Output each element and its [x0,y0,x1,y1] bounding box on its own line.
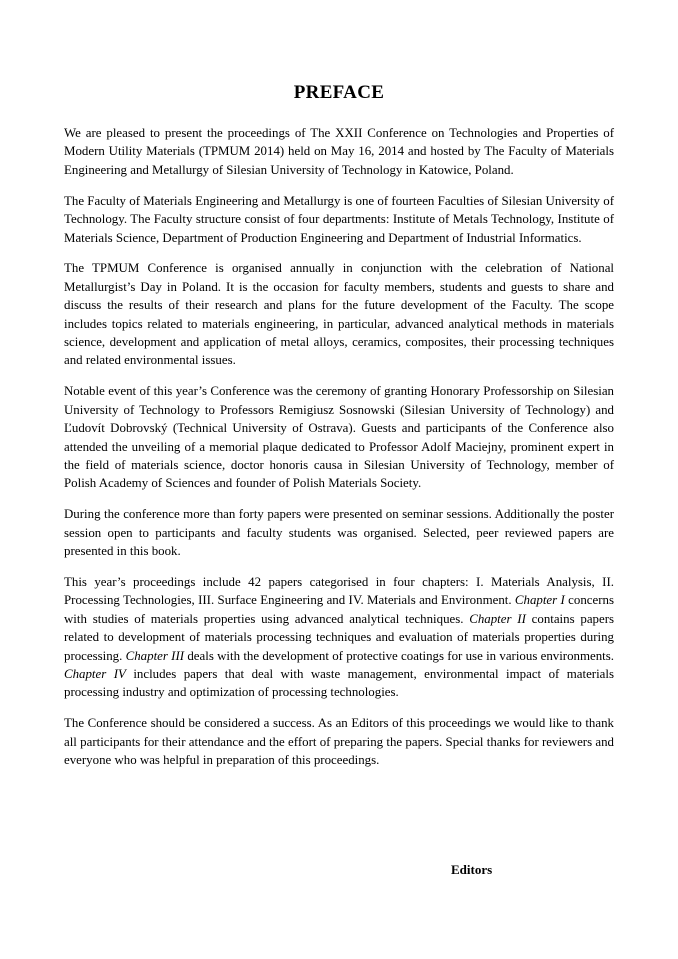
chapter-4-label: Chapter IV [64,667,126,682]
chapter-1-label: Chapter I [514,593,565,608]
chapter-2-label: Chapter II [469,611,526,626]
paragraph-closing: The Conference should be considered a success. As an Editors of this proceedings we would like to thank all participants for their attendance and the effort of preparing the papers. Special thanks for reviewers and everyone who was helpful in preparation of this proceedings. [64,716,614,768]
chapter-3-label: Chapter III [125,648,185,663]
paragraph-sessions: During the conference more than forty papers were presented on seminar sessions. Additionally the poster session open to participants and faculty students was organised. Selected, peer reviewed papers are presented in this book. [64,507,614,559]
chapter-1-text: concerns with studies of materials properties using advanced analytical techniques. [64,593,614,626]
chapter-4-text: includes papers that deal with waste management, environmental impact of materials processing industry and optimization of processing technologies. [64,667,614,700]
chapters-intro: This year’s proceedings include 42 papers categorised in four chapters: I. Materials Analysis, II. Processing Technologies, III. Surface Engineering and IV. Materials and Environment. [64,575,614,608]
preface-body [64,124,614,782]
paragraph-notable-event: Notable event of this year’s Conference was the ceremony of granting Honorary Professorship on Silesian University of Technology to Professors Remigiusz Sosnowski (Silesian University of Technology) and Ľudovít Dobrovský (Technical University of Ostrava). Guests and participants of the Conference also attended the unveiling of a memorial plaque dedicated to Professor Adolf Maciejny, prominent expert in the field of materials science, doctor honoris causa in Silesian University of Technology, member of Polish Academy of Sciences and founder of Polish Materials Society. [64,384,614,491]
paragraph-introduction: We are pleased to present the proceedings of The XXII Conference on Technologies and Properties of Modern Utility Materials (TPMUM 2014) held on May 16, 2014 and hosted by The Faculty of Materials Engineering and Metallurgy of Silesian University of Technology in Katowice, Poland. [64,126,614,177]
signature: Editors [451,862,493,877]
page-title: PREFACE [293,82,385,103]
paragraph-chapters [64,573,614,702]
chapter-2-text: contains papers related to development of materials processing techniques and evaluation of materials properties during processing. [64,611,615,663]
chapter-3-text: deals with the development of protective coatings for use in various environments. [184,648,615,663]
paragraph-faculty: The Faculty of Materials Engineering and Metallurgy is one of fourteen Faculties of Silesian University of Technology. The Faculty structure consist of four departments: Institute of Metals Technology, Institute of Materials Science, Department of Production Engineering and Department of Industrial Informatics. [64,193,614,245]
paragraph-conference: The TPMUM Conference is organised annually in conjunction with the celebration of National Metallurgist’s Day in Poland. It is the occasion for faculty members, students and guests to share and discuss the results of their research and plans for the future development of the Faculty. The scope includes topics related to materials engineering, in particular, advanced analytical methods in materials science, development and application of metal alloys, ceramics, composites, their processing techniques and related environmental issues. [64,261,614,368]
